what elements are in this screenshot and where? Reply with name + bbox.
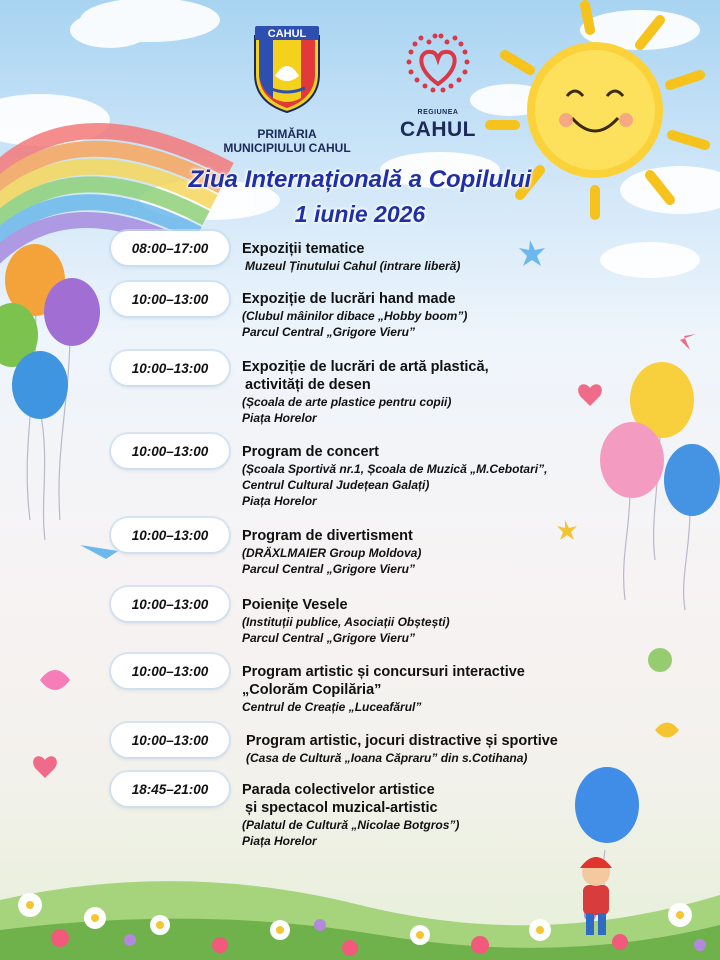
event-detail: Parcul Central „Grigore Vieru” [242, 325, 415, 339]
event-title: Expoziții tematice [242, 241, 365, 257]
event-detail: Centrul Cultural Județean Galați) [242, 478, 430, 492]
event-title: Expoziție de lucrări de artă plastică, [242, 359, 489, 375]
event-title: Parada colectivelor artistice [242, 782, 435, 798]
event-time: 10:00–13:00 [111, 434, 229, 468]
event-detail: Piața Horelor [242, 411, 317, 425]
event-time: 08:00–17:00 [111, 231, 229, 265]
event-time: 10:00–13:00 [111, 723, 229, 757]
event-time: 10:00–13:00 [111, 282, 229, 316]
region-label-big: CAHUL [400, 118, 476, 141]
event-title: Program de divertisment [242, 528, 413, 544]
event-detail: Muzeul Ținutului Cahul (intrare liberă) [245, 259, 461, 273]
event-detail: Centrul de Creație „Luceafărul” [242, 700, 422, 714]
region-label-small: REGIUNEA [417, 109, 459, 116]
event-title: Program de concert [242, 444, 379, 460]
event-title: activități de desen [245, 377, 371, 393]
event-time: 10:00–13:00 [111, 518, 229, 552]
event-time: 18:45–21:00 [111, 772, 229, 806]
event-detail: (Școala de arte plastice pentru copii) [242, 395, 452, 409]
event-title: „Colorăm Copilăria” [242, 682, 382, 698]
event-detail: (Palatul de Cultură „Nicolae Botgros”) [242, 818, 460, 832]
event-title: și spectacol muzical-artistic [245, 800, 438, 816]
event-detail: Parcul Central „Grigore Vieru” [242, 562, 415, 576]
event-detail: Piața Horelor [242, 834, 317, 848]
event-detail: (DRÄXLMAIER Group Moldova) [242, 546, 422, 560]
crest-text: CAHUL [267, 28, 307, 40]
event-detail: Parcul Central „Grigore Vieru” [242, 631, 415, 645]
event-title: Expoziție de lucrări hand made [242, 291, 456, 307]
event-detail: (Casa de Cultură „Ioana Căpraru” din s.Cotihana) [246, 751, 528, 765]
logo-caption-line1: PRIMĂRIA [257, 127, 317, 141]
page-date: 1 iunie 2026 [294, 201, 426, 227]
event-time: 10:00–13:00 [111, 351, 229, 385]
event-time: 10:00–13:00 [111, 587, 229, 621]
event-title: Poienițe Vesele [242, 597, 348, 613]
page-title: Ziua Internațională a Copilului [188, 166, 532, 193]
event-detail: (Școala Sportivă nr.1, Școala de Muzică „M.Cebotari”, [242, 462, 548, 476]
logo-caption-line2: MUNICIPIULUI CAHUL [223, 141, 351, 155]
event-detail: (Clubul mâinilor dibace „Hobby boom”) [242, 309, 468, 323]
event-title: Program artistic și concursuri interactive [242, 664, 525, 680]
event-detail: Piața Horelor [242, 494, 317, 508]
event-title: Program artistic, jocuri distractive și sportive [246, 733, 558, 749]
event-time: 10:00–13:00 [111, 654, 229, 688]
event-detail: (Instituții publice, Asociații Obștești) [242, 615, 450, 629]
